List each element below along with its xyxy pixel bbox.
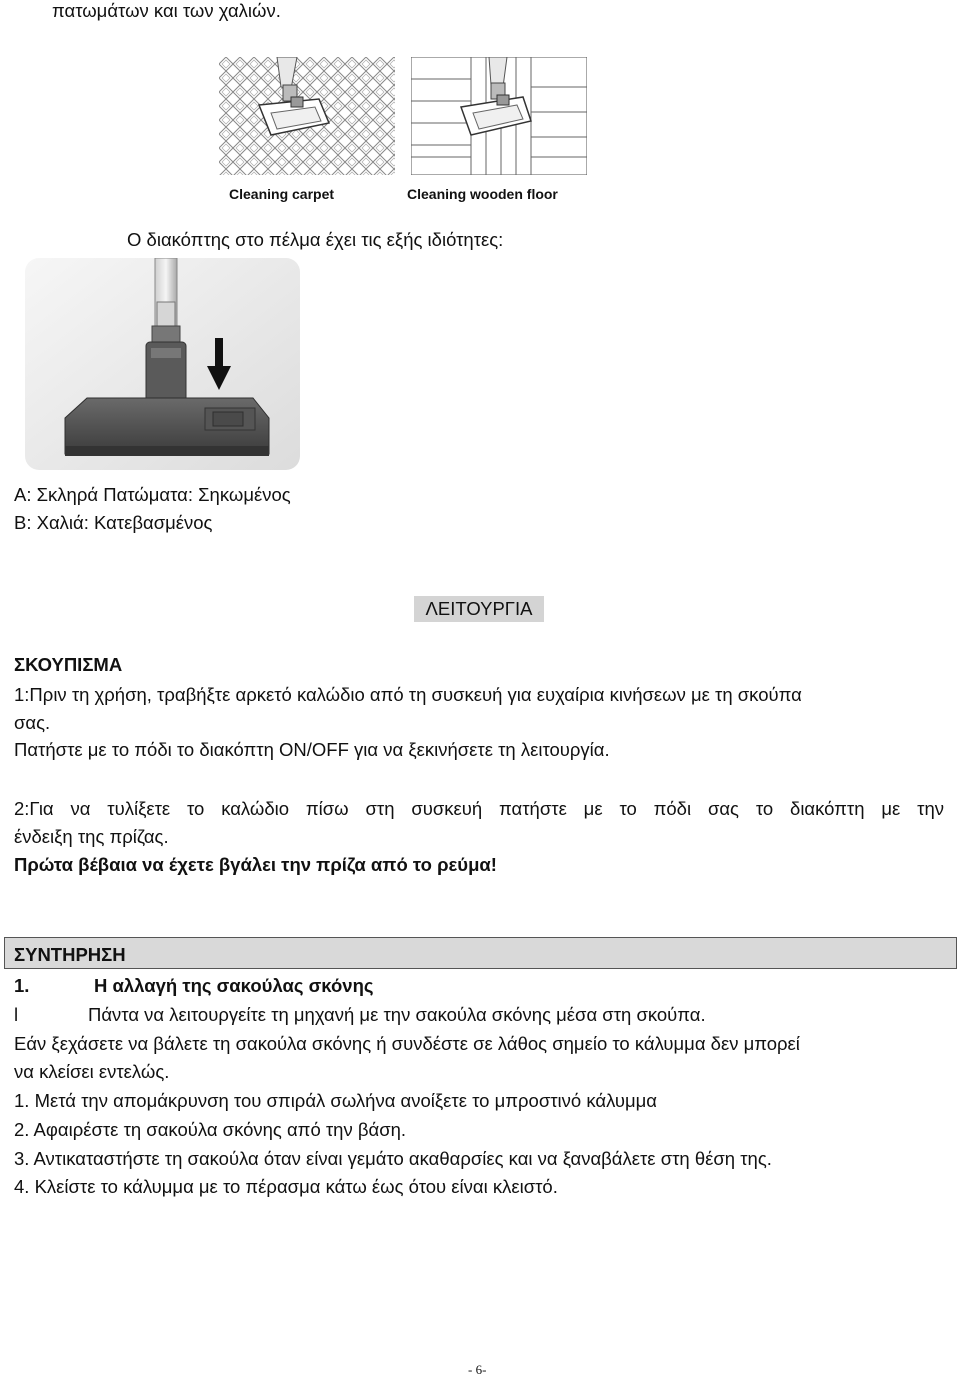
operation-heading: ΛΕΙΤΟΥΡΓΙΑ [425,598,533,619]
page-number: - 6- [468,1362,487,1377]
unplug-warning: Πρώτα βέβαια να έχετε βγάλει την πρίζα από το ρεύμα! [14,854,497,875]
mode-hard-floors: A: Σκληρά Πατώματα: Σηκωμένος [14,484,291,505]
wood-floor-caption: Cleaning wooden floor [407,186,558,202]
maintenance-heading-box [4,937,957,969]
sweeping-heading: ΣΚΟΥΠΙΣΜΑ [14,654,123,675]
step-4: 4. Κλείστε το κάλυμμα με το πέρασμα κάτω έως ότου είναι κλειστό. [14,1176,558,1197]
subsection-number: 1. [14,975,30,996]
step-2: 2. Αφαιρέστε τη σακούλα σκόνης από την βάση. [14,1119,407,1140]
step-1: 1. Μετά την απομάκρυνση του σπιράλ σωλήνα ανοίξετε το μπροστινό κάλυμμα [14,1090,658,1111]
dust-bag-note-line2: να κλείσει εντελώς. [14,1061,170,1082]
carpet-cleaning-illustration [219,57,395,175]
sweeping-step2-line2: ένδειξη της πρίζας. [14,826,169,847]
floor-nozzle-photo [25,258,300,470]
sweeping-step1-line1: 1:Πριν τη χρήση, τραβήξτε αρκετό καλώδιο από τη συσκευή για ευχαίρια κινήσεων με τη σκούπα [14,684,802,705]
operation-heading-box [414,596,544,622]
continued-text: πατωμάτων και των χαλιών. [52,0,281,21]
dust-bag-note-line1: Εάν ξεχάσετε να βάλετε τη σακούλα σκόνης ή συνδέστε σε λάθος σημείο το κάλυμμα δεν μπορεί [14,1033,800,1054]
carpet-caption: Cleaning carpet [229,186,335,202]
step-3: 3. Αντικαταστήστε τη σακούλα όταν είναι γεμάτο ακαθαρσίες και να ξαναβάλετε στη θέση της. [14,1148,772,1169]
wood-floor-cleaning-illustration [411,57,587,175]
sweeping-step2-line1: 2:Για να τυλίξετε το καλώδιο πίσω στη συσκευή πατήστε με το πόδι σας το διακόπτη με την [14,798,944,819]
switch-intro-text: Ο διακόπτης στο πέλμα έχει τις εξής ιδιότητες: [127,229,504,250]
dust-bag-bullet-text: Πάντα να λειτουργείτε τη μηχανή με την σακούλα σκόνης μέσα στη σκούπα. [88,1004,706,1025]
mode-carpets: B: Χαλιά: Κατεβασμένος [14,512,213,533]
maintenance-heading: ΣΥΝΤΗΡΗΣΗ [14,944,126,965]
sweeping-step1-line2: σας. [14,712,51,733]
bullet-mark: l [14,1004,19,1025]
dust-bag-subsection-title: Η αλλαγή της σακούλας σκόνης [94,975,374,996]
sweeping-step1-line3: Πατήστε με το πόδι το διακόπτη ON/OFF για να ξεκινήσετε τη λειτουργία. [14,739,610,760]
